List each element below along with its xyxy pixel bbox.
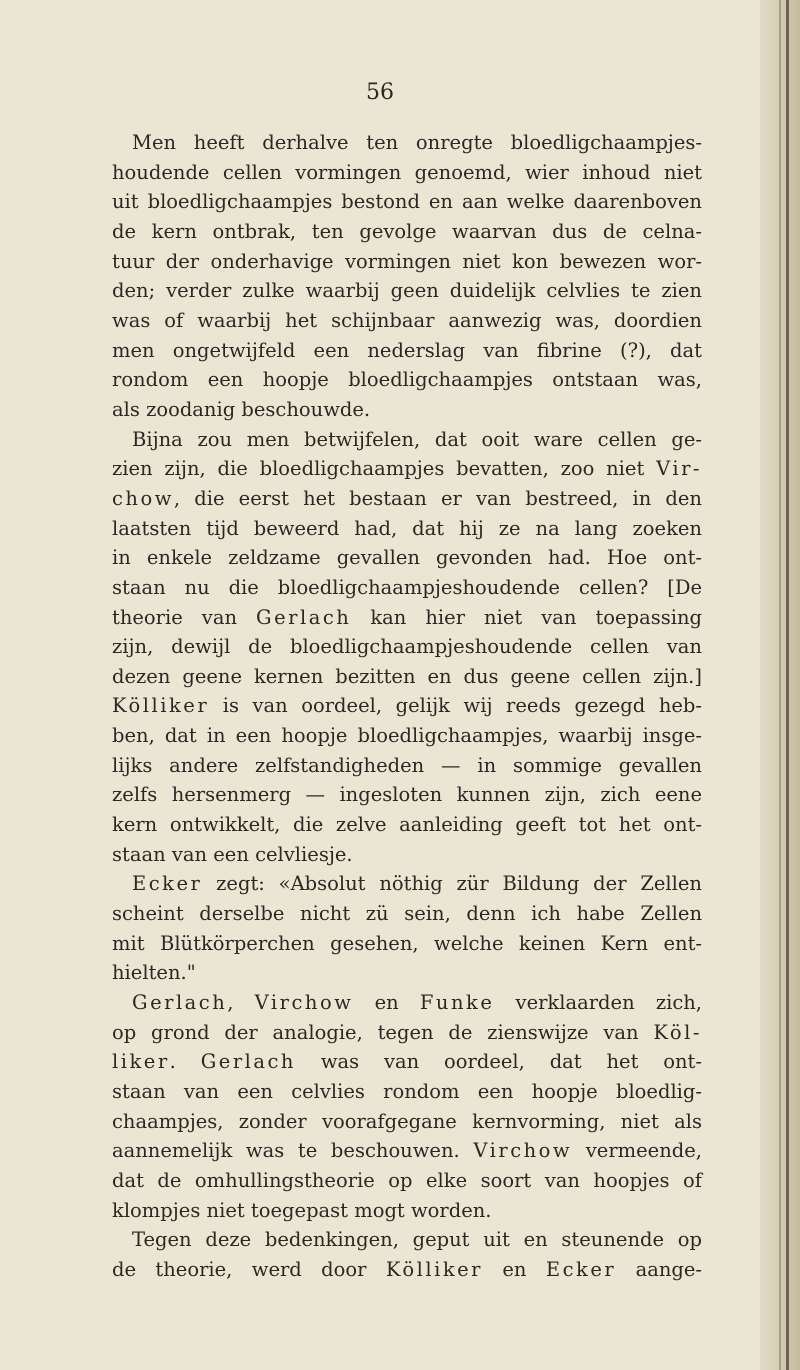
author-name: Gerlach bbox=[200, 1050, 296, 1074]
text-line: Men heeft derhalve ten onregte bloedligchaampjes- bbox=[132, 131, 702, 154]
text-line: Bijna zou men betwijfelen, dat ooit ware cellen ge- bbox=[132, 427, 702, 451]
text-line: de kern ontbrak, ten gevolge waarvan dus de celna- bbox=[112, 219, 702, 243]
text-line: theorie van Gerlach kan hier niet van toepassing bbox=[112, 605, 702, 629]
body-text bbox=[112, 128, 702, 1285]
text-line: chow, die eerst het bestaan er van bestreed, in den bbox=[112, 486, 702, 510]
text-line: staan van een celvlies rondom een hoopje bloedlig- bbox=[112, 1080, 702, 1103]
author-name: Virchow bbox=[254, 991, 354, 1015]
text-line: chaampjes, zonder voorafgegane kernvorming, niet als bbox=[112, 1109, 702, 1133]
text-line: scheint derselbe nicht zü sein, denn ich habe Zellen bbox=[112, 902, 702, 926]
text-line: rondom een hoopje bloedligchaampjes ontstaan was, bbox=[112, 368, 702, 392]
text-line: dezen geene kernen bezitten en dus geene cellen zijn.] bbox=[112, 664, 702, 688]
text-line: kern ontwikkelt, die zelve aanleiding geeft tot het ont- bbox=[112, 813, 702, 837]
text-line: op grond der analogie, tegen de zienswijze van Köl- bbox=[112, 1020, 702, 1044]
author-name: liker bbox=[112, 1050, 170, 1074]
text-line: Ecker zegt: «Absolut nöthig zür Bildung der Zellen bbox=[132, 872, 702, 896]
text-line: in enkele zeldzame gevallen gevonden had. Hoe ont- bbox=[112, 546, 702, 570]
text-line: liker. Gerlach was van oordeel, dat het ont- bbox=[112, 1050, 702, 1074]
text-line: ben, dat in een hoopje bloedligchaampjes, waarbij insge- bbox=[112, 724, 702, 748]
text-line: de theorie, werd door Kölliker en Ecker aange- bbox=[112, 1257, 703, 1281]
author-name: Kölliker bbox=[385, 1257, 483, 1281]
text-line: zijn, dewijl de bloedligchaampjeshoudende cellen van bbox=[112, 635, 702, 659]
text-line: klompjes niet toegepast mogt worden. bbox=[112, 1198, 492, 1222]
text-line: dat de omhullingstheorie op elke soort van hoopjes of bbox=[112, 1168, 702, 1192]
text-line: den; verder zulke waarbij geen duidelijk celvlies te zien bbox=[112, 279, 702, 303]
gutter-edge bbox=[786, 0, 789, 1370]
author-name: Gerlach bbox=[132, 991, 228, 1015]
text-line: aannemelijk was te beschouwen. Virchow vermeende, bbox=[112, 1139, 702, 1163]
text-line: men ongetwijfeld een nederslag van fibrine (?), dat bbox=[112, 338, 702, 362]
text-line: was of waarbij het schijnbaar aanwezig was, doordien bbox=[112, 308, 702, 332]
text-line: mit Blütkörperchen gesehen, welche keinen Kern ent- bbox=[112, 931, 702, 955]
text-line: zelfs hersenmerg — ingesloten kunnen zijn, zich eene bbox=[112, 783, 702, 807]
text-line: Kölliker is van oordeel, gelijk wij reeds gezegd heb- bbox=[112, 694, 702, 718]
author-name: chow bbox=[112, 486, 174, 510]
text-line: Tegen deze bedenkingen, geput uit en steunende op bbox=[132, 1228, 702, 1252]
text-line: tuur der onderhavige vormingen niet kon bewezen wor- bbox=[112, 249, 702, 273]
author-name: Ecker bbox=[132, 872, 203, 896]
gutter-shadow bbox=[779, 0, 781, 1370]
author-name: Gerlach bbox=[256, 605, 352, 629]
page-number: 56 bbox=[366, 80, 394, 105]
text-line: hielten." bbox=[112, 961, 196, 985]
author-name: Kölliker bbox=[112, 694, 210, 718]
author-name: Virchow bbox=[473, 1139, 573, 1163]
author-name: Vir- bbox=[656, 457, 702, 481]
author-name: Köl- bbox=[653, 1020, 702, 1044]
author-name: Funke bbox=[419, 991, 495, 1015]
text-line: zien zijn, die bloedligchaampjes bevatten, zoo niet Vir- bbox=[112, 457, 702, 481]
text-line: laatsten tijd beweerd had, dat hij ze na lang zoeken bbox=[112, 516, 702, 540]
text-line: uit bloedligchaampjes bestond en aan welke daarenboven bbox=[112, 190, 702, 214]
text-line: lijks andere zelfstandigheden — in sommige gevallen bbox=[112, 753, 702, 777]
text-line: staan van een celvliesje. bbox=[112, 842, 353, 866]
text-line: als zoodanig beschouwde. bbox=[112, 397, 371, 421]
author-name: Ecker bbox=[545, 1257, 617, 1281]
text-line: Gerlach, Virchow en Funke verklaarden zich, bbox=[132, 991, 703, 1015]
text-line: staan nu die bloedligchaampjeshoudende cellen? [De bbox=[112, 575, 702, 599]
text-line: houdende cellen vormingen genoemd, wier inhoud niet bbox=[112, 160, 702, 184]
